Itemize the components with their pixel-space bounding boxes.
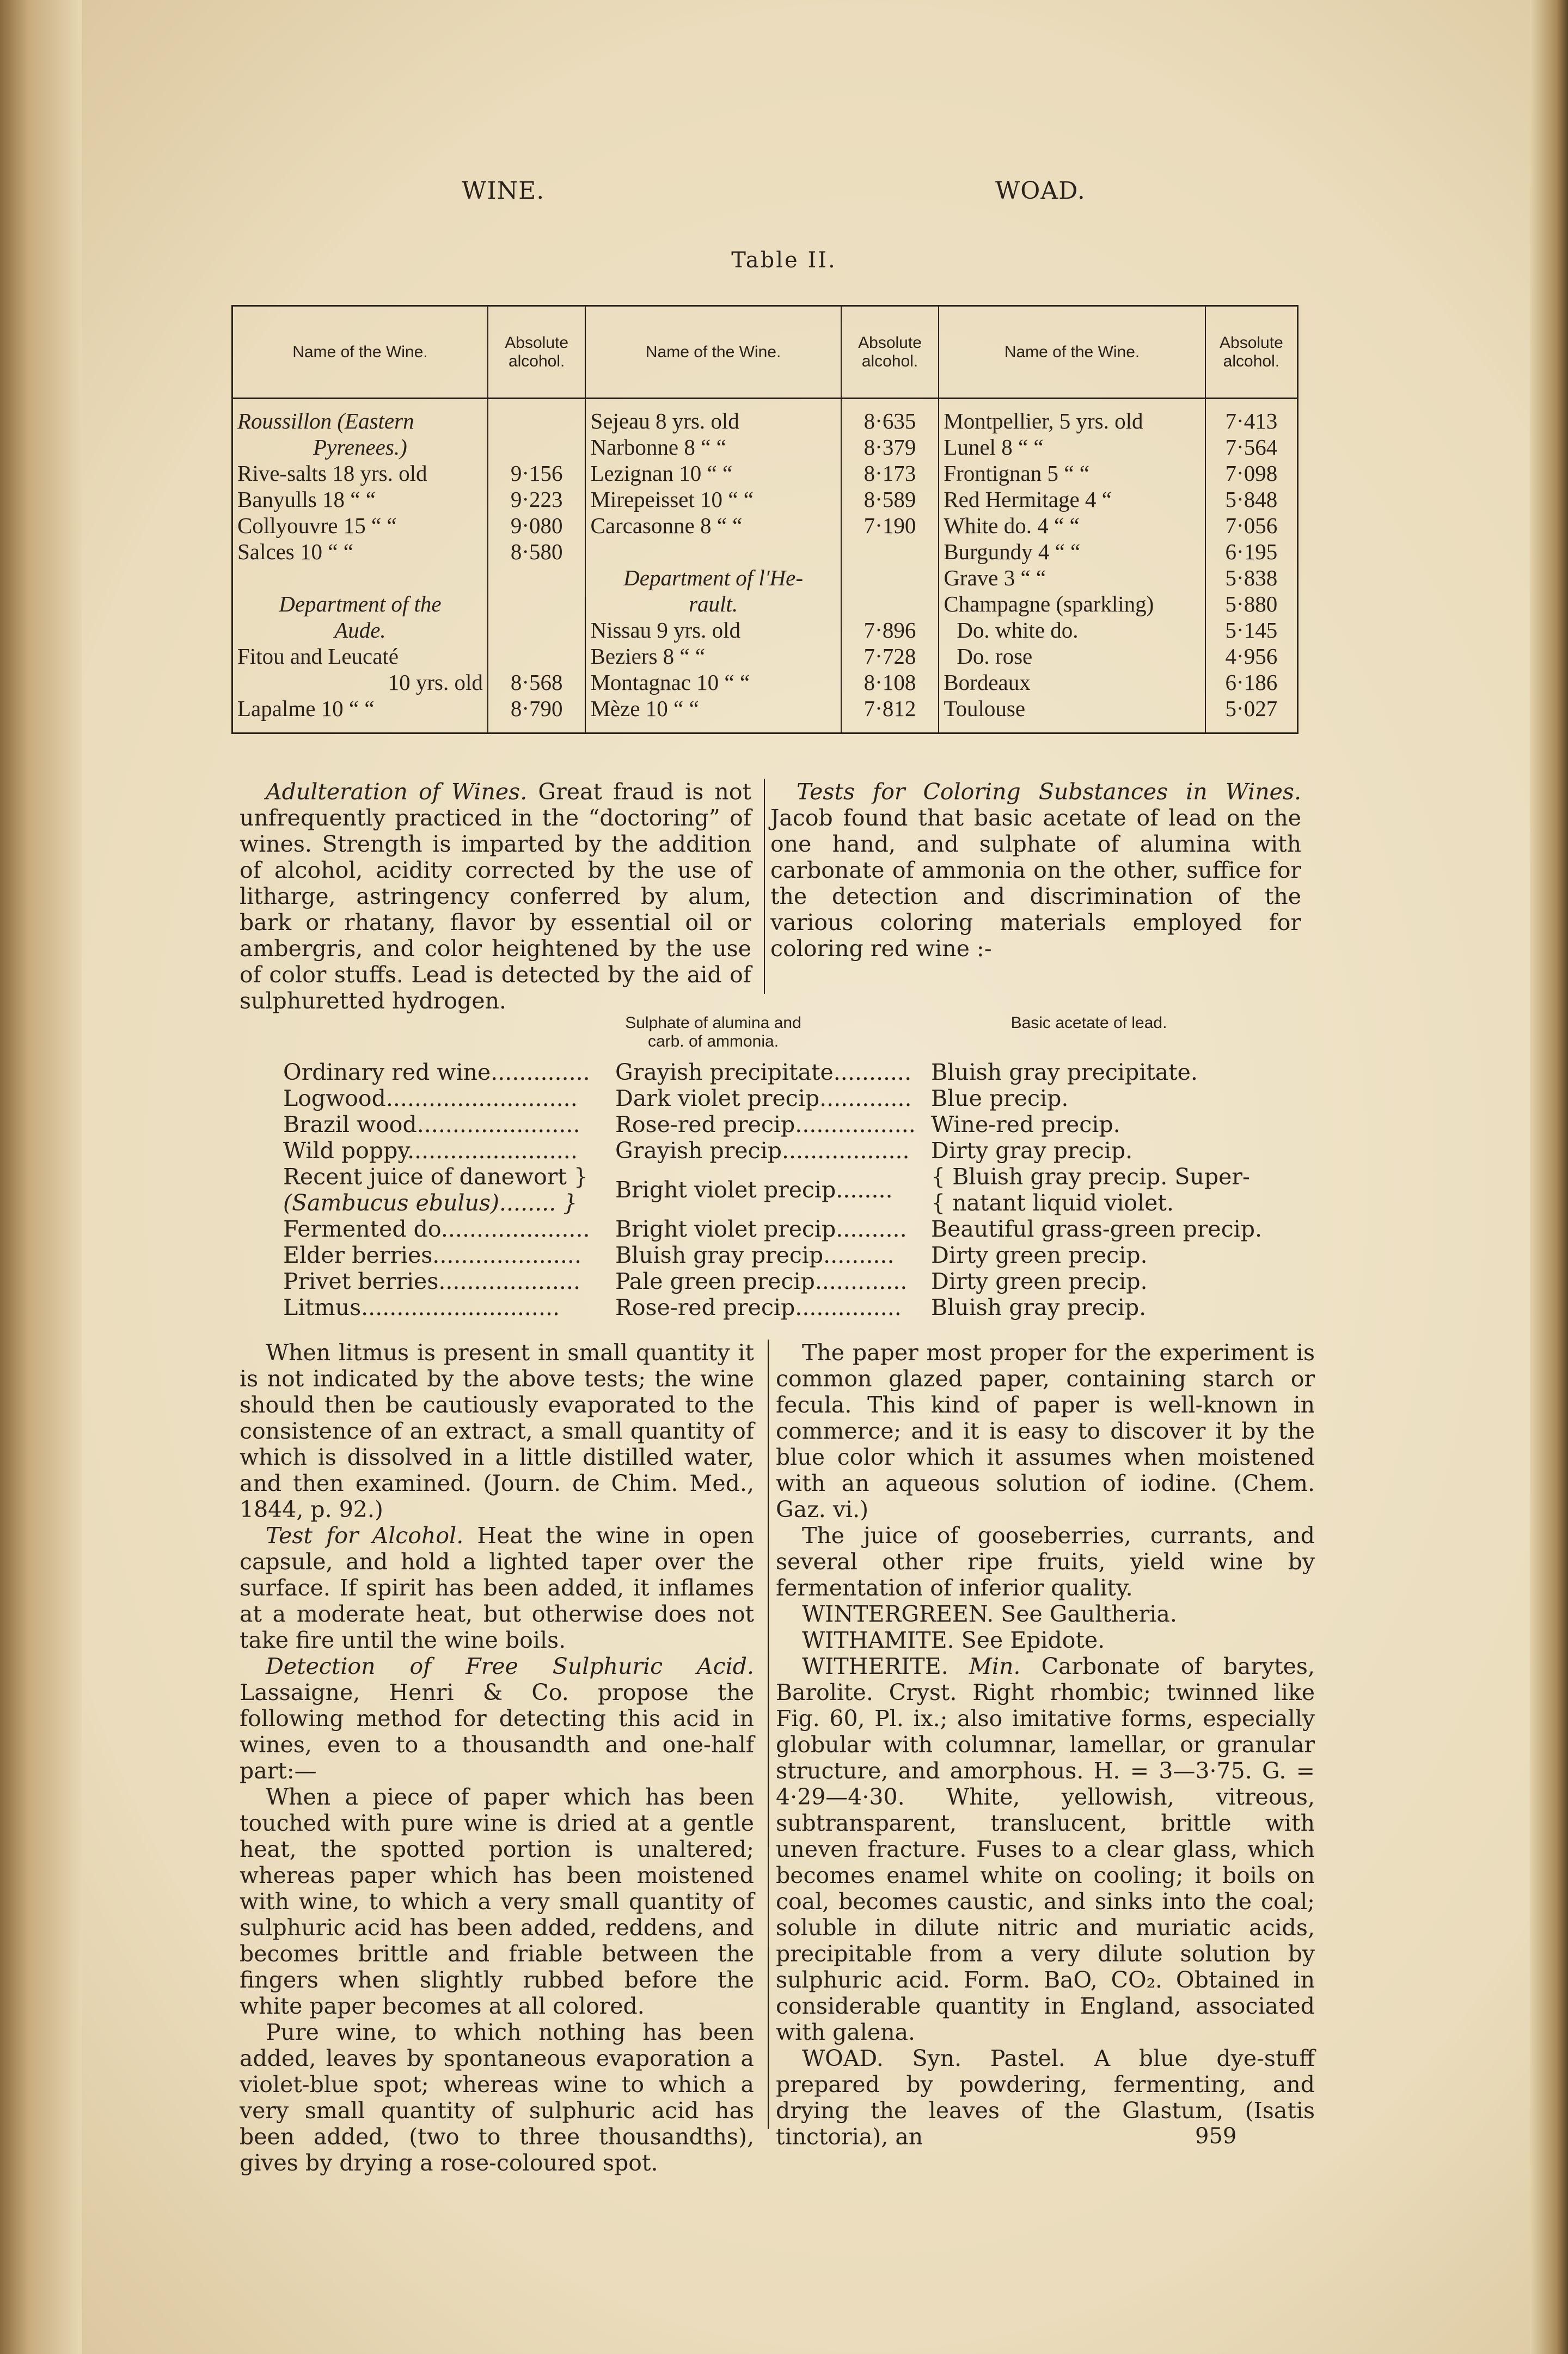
alcohol-value: 5·027 [1225, 696, 1278, 721]
page-gutter [0, 0, 82, 2354]
alcohol-value: 8·580 [510, 539, 563, 564]
alcohol-value [493, 617, 581, 643]
lead-result: Blue precip. [931, 1085, 1069, 1111]
alcohol-value: 8·635 [863, 408, 916, 433]
substance: Litmus............................ [283, 1294, 560, 1320]
alcohol-value: 6·195 [1225, 539, 1278, 564]
alcohol-values-col-2 [841, 399, 939, 733]
alcohol-value: 8·589 [863, 487, 916, 512]
alcohol-value [493, 434, 581, 460]
wine-name: Montagnac 10 “ “ [590, 670, 750, 695]
table-row [232, 399, 1298, 733]
wine-names-col-3 [939, 399, 1205, 733]
wine-name: Do. white do. [957, 617, 1079, 643]
alumina-result: Pale green precip............. [615, 1268, 908, 1294]
alumina-result: Rose-red precip............... [615, 1294, 902, 1320]
substance: Brazil wood....................... [283, 1111, 580, 1138]
tests-intro-paragraph [770, 779, 1301, 962]
page-number: 959 [1195, 2124, 1237, 2149]
wine-name: Mirepeisset 10 “ “ [590, 487, 754, 512]
wine-names-col-1 [232, 399, 488, 733]
lead-result: { Bluish gray precip. Super- [931, 1164, 1250, 1190]
witherite-text: Carbonate of barytes, Barolite. Cryst. Right rhombic; twinned like Fig. 60, Pl. ix.; also imitative forms, especially globular with columnar, lamellar, or granular structure, and amorphous. H. = 3—3·75. G. = 4·29—4·30. White, yellowish, vitreous, subtransparent, translucent, brittle with uneven fracture. Fuses to a clear glass, which becomes enamel white on cooling; it boils on coal, becomes caustic, and sinks into the coal; soluble in dilute nitric and muriatic acids, precipitable from a very dilute solution by sulphuric acid. Form. BaO, CO₂. Obtained in considerable quantity in England, associated with galena. [776, 1653, 1315, 2045]
wine-name: Salces 10 “ “ [237, 539, 353, 564]
lead-result: Dirty green precip. [931, 1242, 1148, 1268]
tests-header-alumina-line1: Sulphate of alumina and [625, 1014, 801, 1032]
column-rule [768, 1340, 769, 2129]
alcohol-value [846, 539, 934, 565]
alumina-result: Bright violet precip........ [615, 1177, 893, 1203]
wine-alcohol-table [231, 305, 1298, 734]
withamite-entry: WITHAMITE. See Epidote. [802, 1627, 1105, 1653]
wine-name: Grave 3 “ “ [944, 565, 1046, 590]
region-heading: Aude. [334, 617, 386, 643]
alcohol-test-paragraph [240, 1523, 754, 1653]
sulphuric-acid-paragraph [240, 1653, 754, 1784]
wine-name: Fitou and Leucaté [237, 644, 399, 669]
alcohol-value: 7·812 [863, 696, 916, 721]
alcohol-value: 5·880 [1225, 591, 1278, 616]
tests-intro-text: Jacob found that basic acetate of lead on the one hand, and sulphate of alumina with carbonate of ammonia on the other, suffice for the detection and discrimination of the various coloring materials employed for coloring red wine :- [770, 805, 1301, 962]
substance: Recent juice of danewort } [283, 1164, 588, 1190]
wine-name: Do. rose [957, 644, 1033, 669]
alcohol-value: 6·186 [1225, 670, 1278, 695]
alcohol-value: 7·056 [1225, 513, 1278, 538]
mineral-tag: Min. [969, 1653, 1021, 1679]
alcohol-value [846, 591, 934, 617]
wine-name: Bordeaux [944, 670, 1031, 695]
lead-result: Dirty green precip. [931, 1268, 1148, 1294]
wine-name: Narbonne 8 “ “ [590, 435, 726, 460]
alcohol-value: 8·568 [510, 670, 563, 695]
wine-name: Lapalme 10 “ “ [237, 696, 375, 721]
woad-entry: WOAD. Syn. Pastel. A blue dye-stuff prepared by powdering, fermenting, and drying the leaves of the Glastum, (Isatis tinctoria), an [776, 2045, 1315, 2150]
substance: (Sambucus ebulus)........ } [283, 1190, 578, 1216]
alcohol-value: 7·896 [863, 617, 916, 643]
alumina-result: Rose-red precip................. [615, 1111, 916, 1138]
alcohol-value [493, 643, 581, 669]
header-name-3: Name of the Wine. [939, 306, 1205, 399]
alcohol-value: 5·838 [1225, 565, 1278, 590]
header-alcohol-3: Absolute alcohol. [1205, 306, 1298, 399]
wine-name: White do. 4 “ “ [944, 513, 1080, 538]
wine-name: Beziers 8 “ “ [590, 644, 706, 669]
header-name-2: Name of the Wine. [585, 306, 841, 399]
alcohol-value [493, 591, 581, 617]
alcohol-test-text: Heat the wine in open capsule, and hold a lighted taper over the surface. If spirit has been added, it inflames at a moderate heat, but otherwise does not take fire until the wine boils. [240, 1523, 754, 1653]
region-heading: rault. [689, 591, 738, 616]
litmus-paragraph: When litmus is present in small quantity it is not indicated by the above tests; the wine should then be cautiously evaporated to the consistence of an extract, a small quantity of which is dissolved in a little distilled water, and then examined. (Journ. de Chim. Med., 1844, p. 92.) [240, 1340, 754, 1523]
wine-name: Sejeau 8 yrs. old [590, 408, 739, 433]
alcohol-value: 7·728 [863, 644, 916, 669]
witherite-entry [776, 1653, 1315, 2045]
alcohol-value: 8·108 [863, 670, 916, 695]
tests-header-alumina-line2: carb. of ammonia. [647, 1032, 779, 1050]
alcohol-value [493, 408, 581, 434]
wine-name: Rive-salts 18 yrs. old [237, 461, 427, 486]
fruit-wine-paragraph: The juice of gooseberries, currants, and several other ripe fruits, yield wine by fermentation of inferior quality. [776, 1523, 1315, 1601]
substance: Ordinary red wine.............. [283, 1059, 590, 1085]
substance: Elder berries..................... [283, 1242, 581, 1268]
alcohol-value: 8·790 [510, 696, 563, 721]
alcohol-value: 7·190 [863, 513, 916, 538]
alcohol-value: 4·956 [1225, 644, 1278, 669]
substance: Logwood........................... [283, 1085, 578, 1111]
alcohol-value: 7·564 [1225, 435, 1278, 460]
lead-result: Bluish gray precip. [931, 1294, 1147, 1320]
alcohol-test-heading: Test for Alcohol. [266, 1523, 464, 1549]
left-column [240, 1340, 754, 2176]
alcohol-value: 7·413 [1225, 408, 1278, 433]
substance: Privet berries.................... [283, 1268, 581, 1294]
wine-name: Collyouvre 15 “ “ [237, 513, 397, 538]
wine-name: Montpellier, 5 yrs. old [944, 408, 1143, 433]
page-edge [1530, 0, 1568, 2354]
region-heading: Roussillon (Eastern [237, 408, 414, 433]
header-alcohol-1: Absolute alcohol. [488, 306, 586, 399]
wine-name: Nissau 9 yrs. old [590, 617, 741, 643]
alcohol-value: 5·145 [1225, 617, 1278, 643]
alcohol-value: 8·173 [863, 461, 916, 486]
wine-name: Banyulls 18 “ “ [237, 487, 376, 512]
table-title: Table II. [731, 248, 837, 273]
sulphuric-acid-text: Lassaigne, Henri & Co. propose the following method for detecting this acid in wines, even to a thousandth and one-half part:— [240, 1679, 754, 1784]
wine-name: 10 yrs. old [388, 670, 483, 695]
region-heading: Department of the [279, 591, 442, 616]
alumina-result: Grayish precipitate........... [615, 1059, 912, 1085]
wine-name: Lezignan 10 “ “ [590, 461, 733, 486]
alcohol-value [846, 565, 934, 591]
column-rule [764, 779, 765, 994]
alcohol-values-col-3 [1205, 399, 1298, 733]
alumina-result: Bright violet precip.......... [615, 1216, 907, 1242]
running-head-right: WOAD. [995, 177, 1086, 205]
wine-name: Carcasonne 8 “ “ [590, 513, 743, 538]
lead-result: Beautiful grass-green precip. [931, 1216, 1263, 1242]
witherite-heading: WITHERITE. [802, 1653, 948, 1679]
adulteration-paragraph [240, 779, 751, 1014]
alumina-result: Bluish gray precip.......... [615, 1242, 895, 1268]
alcohol-values-col-1 [488, 399, 586, 733]
alcohol-value: 8·379 [863, 435, 916, 460]
lead-result: { natant liquid violet. [931, 1190, 1174, 1216]
region-heading: Pyrenees.) [313, 435, 407, 460]
wine-name [237, 565, 483, 591]
tests-intro-heading: Tests for Coloring Substances in Wines. [797, 779, 1301, 805]
wine-names-col-2 [585, 399, 841, 733]
wine-name: Lunel 8 “ “ [944, 435, 1044, 460]
tests-header-alumina [572, 1014, 855, 1051]
wine-name: Red Hermitage 4 “ [944, 487, 1112, 512]
alcohol-value [493, 565, 581, 591]
lead-result: Bluish gray precipitate. [931, 1059, 1198, 1085]
alcohol-value: 9·080 [510, 513, 563, 538]
header-name-1: Name of the Wine. [232, 306, 488, 399]
sulphuric-acid-heading: Detection of Free Sulphuric Acid. [266, 1653, 754, 1679]
substance: Fermented do..................... [283, 1216, 590, 1242]
paper-proper-paragraph: The paper most proper for the experiment is common glazed paper, containing starch or fecula. This kind of paper is well-known in commerce; and it is easy to discover it by the blue color which it assumes when moistened with an aqueous solution of iodine. (Chem. Gaz. vi.) [776, 1340, 1315, 1523]
adulteration-text: Great fraud is not unfrequently practiced in the “doctoring” of wines. Strength is imparted by the addition of alcohol, acidity corrected by the use of litharge, astringency conferred by alum, bark or rhatany, flavor by essential oil or ambergris, and color heightened by the use of color stuffs. Lead is detected by the aid of sulphuretted hydrogen. [240, 779, 751, 1014]
wine-name: Burgundy 4 “ “ [944, 539, 1081, 564]
adulteration-heading: Adulteration of Wines. [266, 779, 528, 805]
tests-header-lead: Basic acetate of lead. [1010, 1014, 1167, 1032]
alcohol-value: 9·223 [510, 487, 563, 512]
paper-test-paragraph: When a piece of paper which has been touched with pure wine is dried at a gentle heat, the spotted portion is unaltered; whereas paper which has been moistened with wine, to which a very small quantity of sulphuric acid has been added, reddens, and becomes brittle and friable between the fingers when slightly rubbed before the white paper becomes at all colored. [240, 1784, 754, 2019]
wine-name: Champagne (sparkling) [944, 591, 1154, 616]
alumina-result: Grayish precip.................. [615, 1138, 910, 1164]
wine-name: Frontignan 5 “ “ [944, 461, 1089, 486]
lead-result: Wine-red precip. [931, 1111, 1120, 1138]
pure-wine-paragraph: Pure wine, to which nothing has been added, leaves by spontaneous evaporation a violet-blue spot; whereas wine to which a very small quantity of sulphuric acid has been added, (two to three thousandths), gives by drying a rose-coloured spot. [240, 2019, 754, 2176]
wine-name: Toulouse [944, 696, 1026, 721]
wine-name: Mèze 10 “ “ [590, 696, 699, 721]
right-column [776, 1340, 1315, 2150]
wintergreen-entry: WINTERGREEN. See Gaultheria. [802, 1601, 1177, 1627]
substance: Wild poppy........................ [283, 1138, 578, 1164]
wine-name [590, 539, 836, 565]
running-head-left: WINE. [462, 177, 545, 205]
alcohol-value: 7·098 [1225, 461, 1278, 486]
lead-result: Dirty gray precip. [931, 1138, 1133, 1164]
alumina-result: Dark violet precip............. [615, 1085, 912, 1111]
alcohol-value: 5·848 [1225, 487, 1278, 512]
alcohol-value: 9·156 [510, 461, 563, 486]
header-alcohol-2: Absolute alcohol. [841, 306, 939, 399]
region-heading: Department of l'He- [623, 565, 804, 590]
